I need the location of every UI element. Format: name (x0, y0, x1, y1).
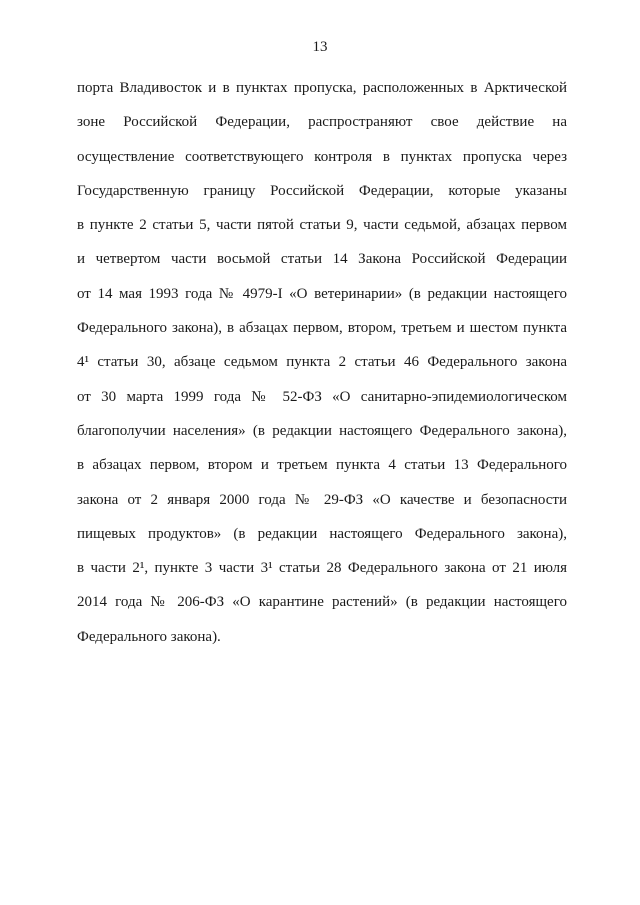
text-line: осуществление соответствующего контроля в пунктах пропуска через (77, 148, 567, 165)
body-paragraph (77, 78, 567, 661)
text-line: закона от 2 января 2000 года № 29-ФЗ «О качестве и безопасности (77, 491, 567, 508)
text-line: Федерального закона), в абзацах первом, втором, третьем и шестом пункта (77, 320, 567, 337)
text-line: в абзацах первом, втором и третьем пункта 4 статьи 13 Федерального (77, 457, 567, 474)
text-line: Государственную границу Российской Федерации, которые указаны (77, 182, 567, 199)
text-line: зоне Российской Федерации, распространяют свое действие на (77, 114, 567, 131)
text-line: 4¹ статьи 30, абзаце седьмом пункта 2 статьи 46 Федерального закона (77, 354, 567, 371)
page-number: 13 (312, 39, 328, 55)
text-line: порта Владивосток и в пунктах пропуска, расположенных в Арктической (77, 80, 567, 96)
text-line: Федерального закона). (77, 628, 221, 645)
text-line: от 30 марта 1999 года № 52-ФЗ «О санитарно-эпидемиологическом (77, 388, 567, 405)
text-line: в пункте 2 статьи 5, части пятой статьи 9, части седьмой, абзацах первом (77, 217, 567, 234)
text-line: благополучии населения» (в редакции настоящего Федерального закона), (77, 422, 567, 439)
text-line: и четвертом части восьмой статьи 14 Закона Российской Федерации (77, 251, 567, 268)
text-line: от 14 мая 1993 года № 4979-I «О ветеринарии» (в редакции настоящего (77, 285, 567, 302)
text-line: в части 2¹, пункте 3 части 3¹ статьи 28 Федерального закона от 21 июля (77, 560, 567, 577)
text-line: пищевых продуктов» (в редакции настоящего Федерального закона), (77, 525, 567, 542)
text-line: 2014 года № 206-ФЗ «О карантине растений» (в редакции настоящего (77, 594, 567, 611)
